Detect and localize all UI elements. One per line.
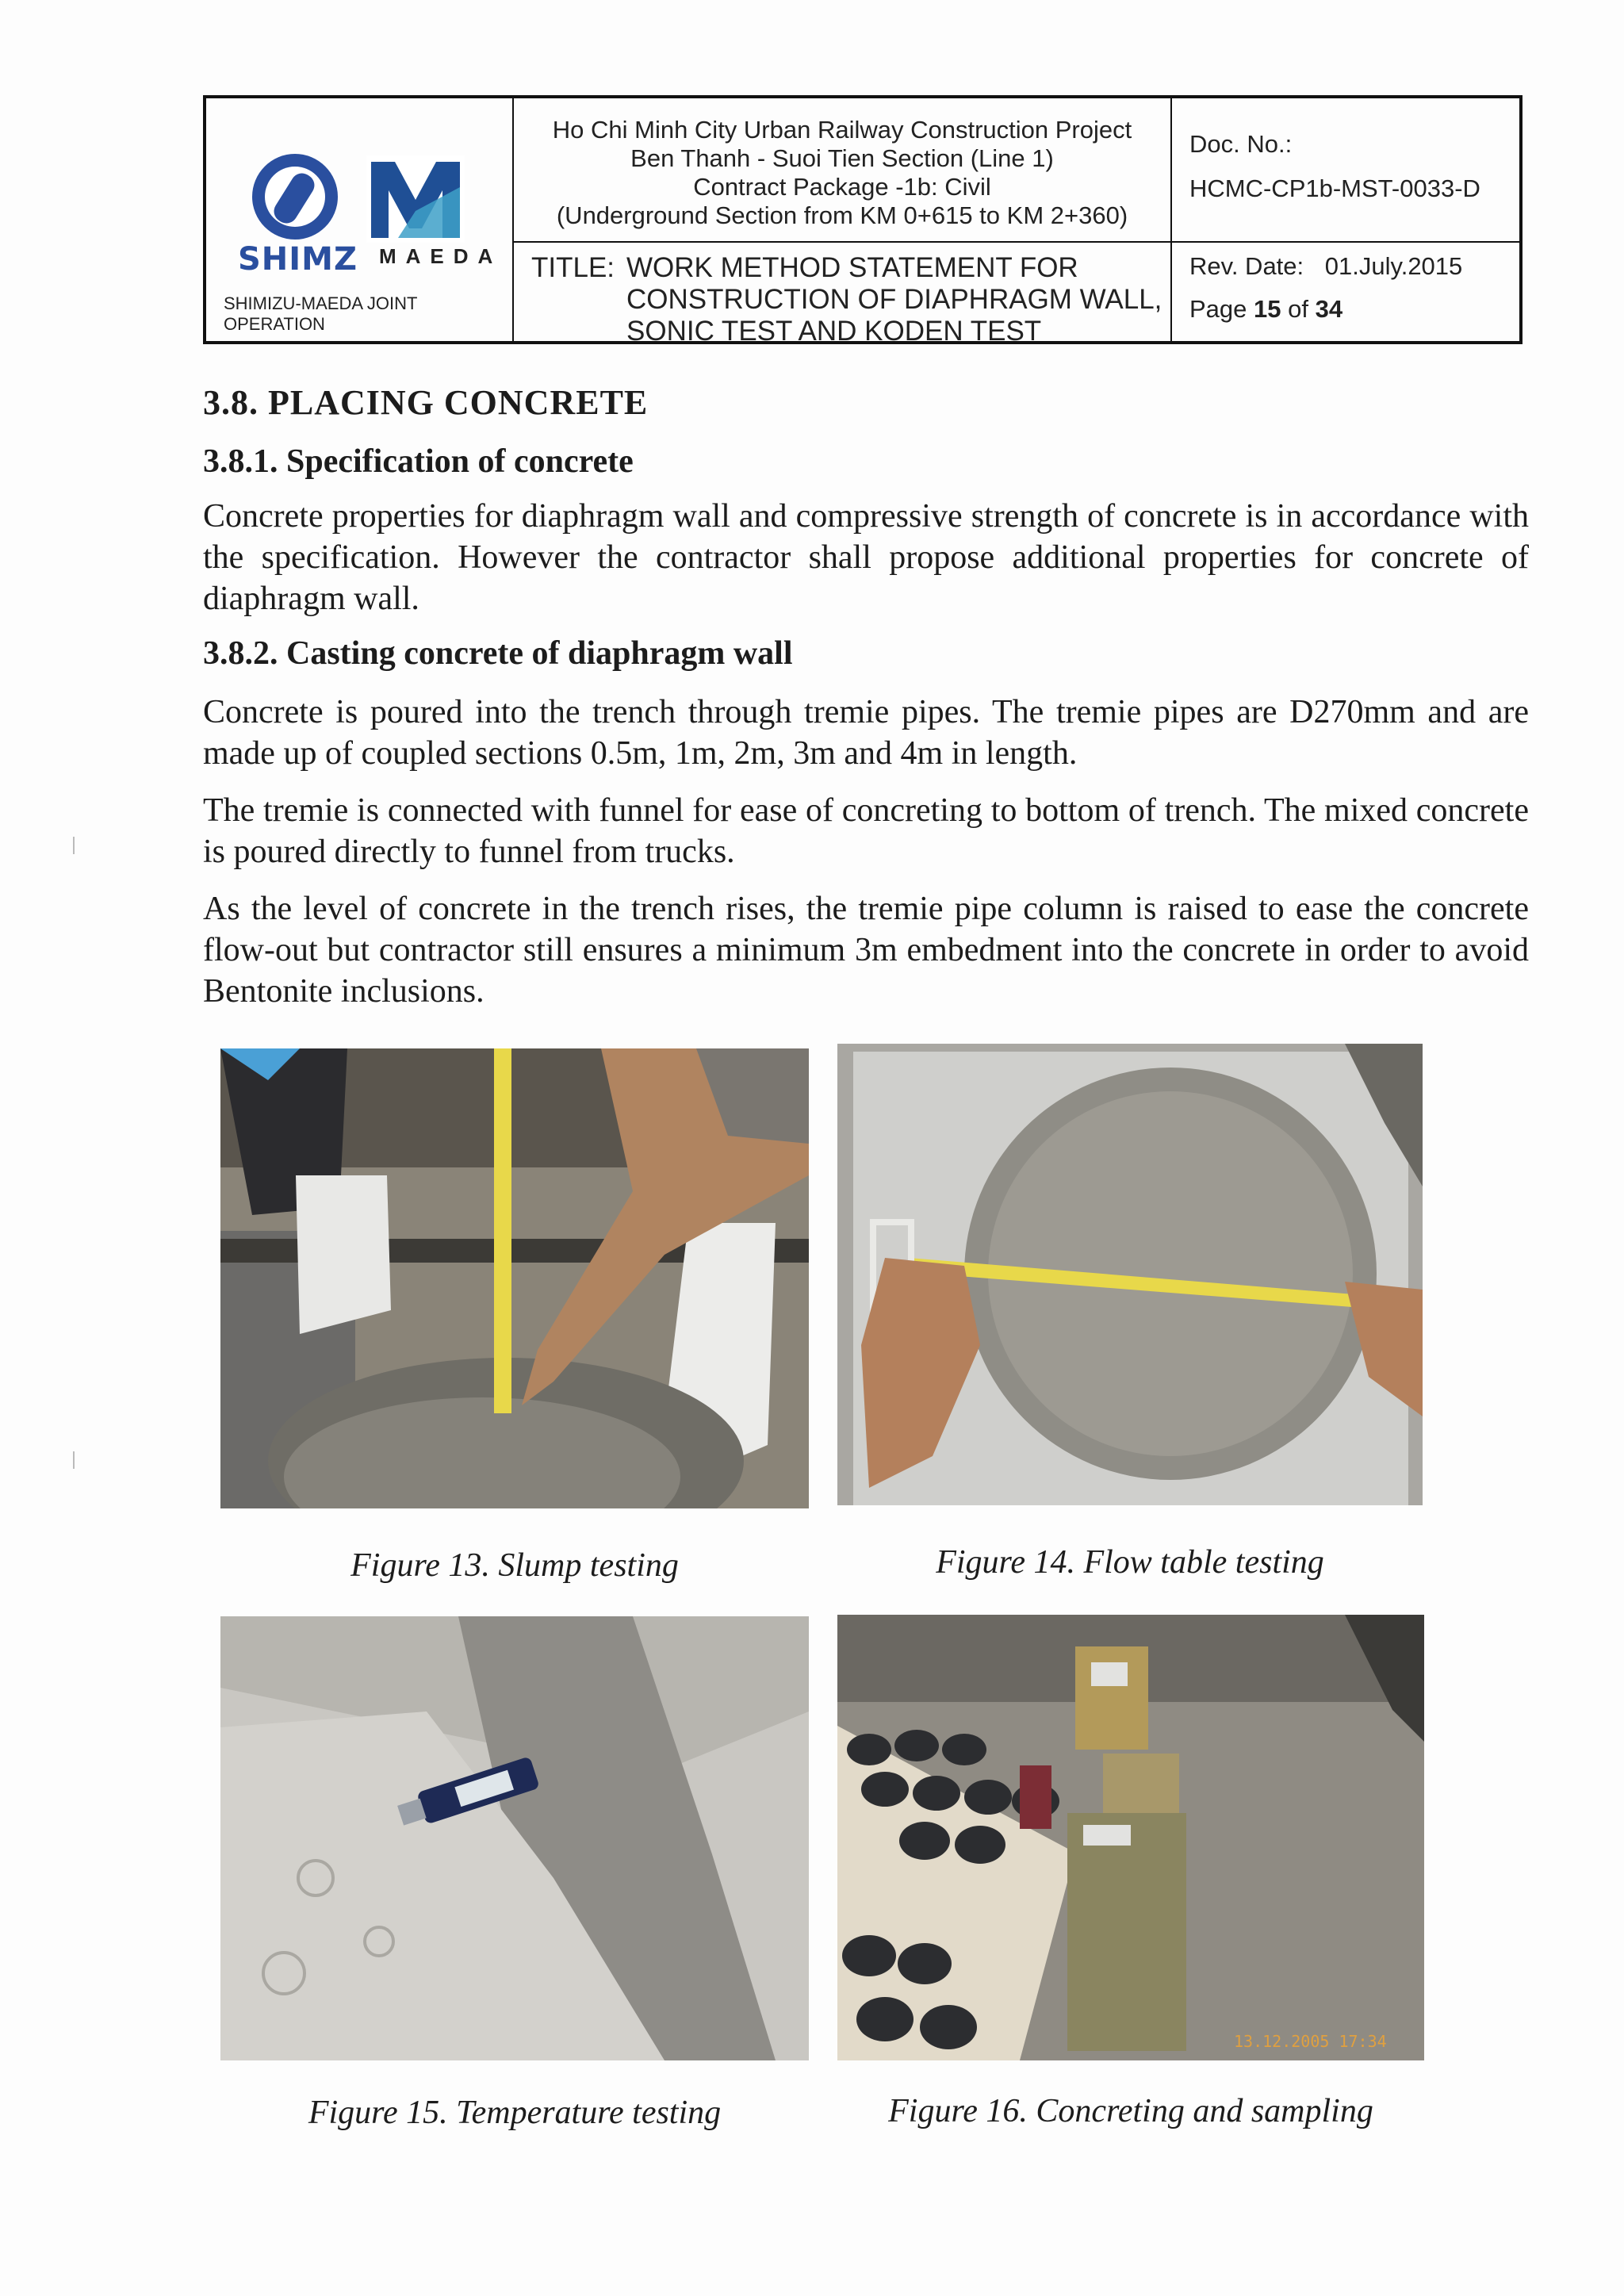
figure-15-caption: Figure 15. Temperature testing <box>308 2095 722 2131</box>
title-text <box>626 252 1166 347</box>
slump-testing-photo <box>220 1048 809 1508</box>
rev-row <box>1189 252 1519 281</box>
scan-mark <box>73 1451 75 1469</box>
shimizu-logo-text: SHIMZ <box>238 241 358 278</box>
joint-operation-label: SHIMIZU-MAEDA JOINT OPERATION <box>224 293 418 334</box>
title-line: CONSTRUCTION OF DIAPHRAGM WALL, <box>626 284 1162 315</box>
paragraph-embedment: As the level of concrete in the trench rises, the tremie pipe column is raised to ease the concrete flow-out but contractor still ensures a minimum 3m embedment into the concrete in order to avoid Bentonite inclusions. <box>203 891 1529 1010</box>
rev-date: 01.July.2015 <box>1324 252 1463 280</box>
flow-table-testing-photo <box>837 1044 1423 1505</box>
paragraph-specification: Concrete properties for diaphragm wall and compressive strength of concrete is in accordance with the specification. However the contractor shall propose additional properties for concrete of diaphragm wall. <box>203 498 1529 617</box>
subsection-heading-specification: 3.8.1. Specification of concrete <box>203 443 634 480</box>
project-line: Ho Chi Minh City Urban Railway Construction Project <box>552 116 1132 144</box>
doc-number: HCMC-CP1b-MST-0033-D <box>1189 174 1480 202</box>
paragraph-funnel: The tremie is connected with funnel for ease of concreting to bottom of trench. The mixed concrete is poured directly to funnel from trucks. <box>203 792 1529 870</box>
document-header-table <box>203 95 1522 347</box>
page-current: 15 <box>1254 295 1281 323</box>
page-prefix: Page <box>1189 295 1247 323</box>
doc-number-cell <box>1172 98 1519 243</box>
temperature-testing-photo <box>220 1616 809 2060</box>
title-line: SONIC TEST AND KODEN TEST <box>626 316 1042 347</box>
photo-date-stamp: 13.12.2005 17:34 <box>1234 2032 1387 2051</box>
scan-mark <box>73 837 75 854</box>
logo-cell <box>206 98 514 341</box>
title-label: TITLE: <box>531 252 615 283</box>
page-of: of <box>1288 295 1308 323</box>
project-line: Contract Package -1b: Civil <box>693 173 991 201</box>
rev-label: Rev. Date: <box>1189 252 1304 280</box>
title-cell <box>514 243 1172 347</box>
project-line: (Underground Section from KM 0+615 to KM 2+360) <box>556 201 1128 229</box>
page-indicator <box>1189 295 1519 324</box>
maeda-logo-text: MAEDA <box>379 244 503 268</box>
revision-cell <box>1172 243 1519 341</box>
figure-13-caption: Figure 13. Slump testing <box>350 1547 679 1584</box>
project-line: Ben Thanh - Suoi Tien Section (Line 1) <box>630 144 1054 172</box>
concreting-sampling-photo <box>837 1615 1424 2060</box>
figure-14-caption: Figure 14. Flow table testing <box>936 1544 1324 1581</box>
doc-label: Doc. No.: <box>1189 130 1293 158</box>
subsection-heading-casting: 3.8.2. Casting concrete of diaphragm wall <box>203 635 793 672</box>
page-total: 34 <box>1315 295 1343 323</box>
project-info-cell <box>514 98 1172 243</box>
section-heading: 3.8. PLACING CONCRETE <box>203 383 649 422</box>
title-line: WORK METHOD STATEMENT FOR <box>626 252 1078 283</box>
maeda-logo-icon <box>366 155 465 243</box>
figure-16-caption: Figure 16. Concreting and sampling <box>888 2093 1373 2129</box>
paragraph-tremie-pipes: Concrete is poured into the trench through tremie pipes. The tremie pipes are D270mm and are made up of coupled sections 0.5m, 1m, 2m, 3m and 4m in length. <box>203 694 1529 772</box>
